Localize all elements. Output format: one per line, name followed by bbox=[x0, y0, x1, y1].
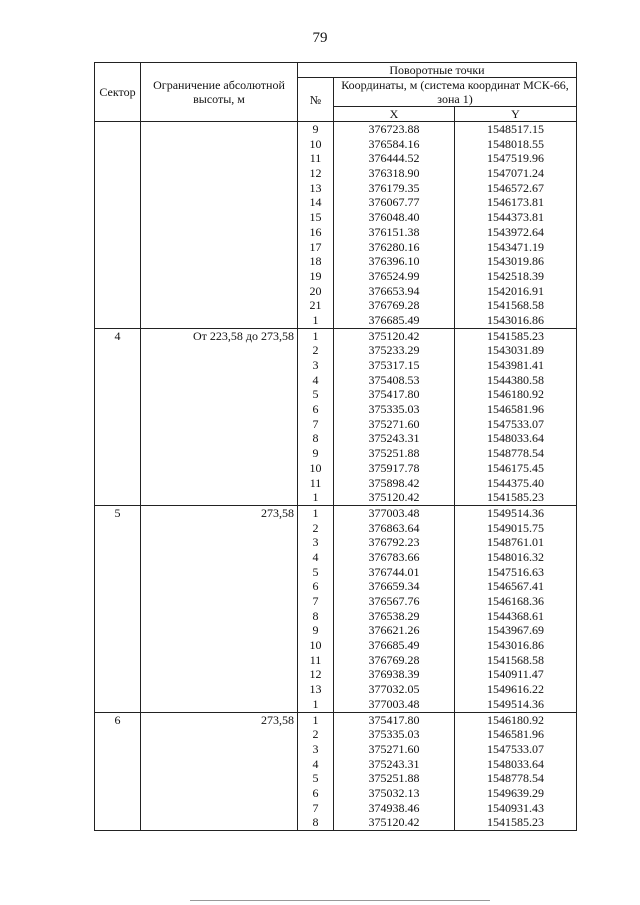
header-height-limit: Ограничение абсолютной высоты, м bbox=[141, 63, 298, 122]
point-number: 14 bbox=[309, 195, 322, 210]
header-coordinates: Координаты, м (система координат МСК-66, зона 1) bbox=[334, 78, 577, 107]
coordinate-y: 1547533.07 bbox=[487, 416, 544, 431]
point-number: 12 bbox=[309, 667, 322, 682]
coordinate-x: 376396.10 bbox=[368, 254, 420, 269]
point-number-column bbox=[298, 122, 334, 329]
coordinate-x: 375243.31 bbox=[368, 431, 420, 446]
coordinate-x: 377003.48 bbox=[368, 696, 420, 711]
sector-cell: 6 bbox=[95, 712, 141, 831]
point-number: 4 bbox=[312, 372, 319, 387]
coordinate-x: 376151.38 bbox=[368, 224, 420, 239]
coordinate-x: 376653.94 bbox=[368, 283, 420, 298]
coordinate-y: 1543967.69 bbox=[487, 623, 544, 638]
coordinate-y: 1548033.64 bbox=[487, 431, 544, 446]
coordinate-y: 1546567.41 bbox=[487, 579, 544, 594]
header-x: X bbox=[334, 107, 455, 122]
point-number: 21 bbox=[309, 298, 322, 313]
point-number: 16 bbox=[309, 224, 322, 239]
point-number: 11 bbox=[309, 475, 322, 490]
coordinate-x: 376538.29 bbox=[368, 608, 420, 623]
coordinate-x: 375335.03 bbox=[368, 402, 420, 417]
table-header bbox=[95, 63, 577, 122]
coordinate-x: 376524.99 bbox=[368, 268, 420, 283]
bottom-divider bbox=[190, 900, 490, 901]
coordinate-x: 375335.03 bbox=[368, 727, 420, 742]
coordinate-x: 376685.49 bbox=[368, 638, 420, 653]
point-number: 8 bbox=[312, 608, 319, 623]
point-number: 19 bbox=[309, 268, 322, 283]
point-number: 9 bbox=[312, 122, 319, 136]
coordinate-y-column bbox=[455, 328, 577, 505]
coordinates-table bbox=[94, 62, 577, 831]
point-number: 12 bbox=[309, 166, 322, 181]
coordinate-x: 375233.29 bbox=[368, 343, 420, 358]
coordinate-y-column bbox=[455, 505, 577, 712]
point-number: 18 bbox=[309, 254, 322, 269]
coordinate-x: 376444.52 bbox=[368, 151, 420, 166]
point-number: 7 bbox=[312, 594, 319, 608]
point-number: 5 bbox=[312, 387, 319, 402]
coordinate-x: 375120.42 bbox=[368, 328, 420, 343]
table-body bbox=[95, 122, 577, 831]
point-number: 13 bbox=[309, 682, 322, 697]
coordinate-y: 1548778.54 bbox=[487, 771, 544, 786]
coordinate-x: 376938.39 bbox=[368, 667, 420, 682]
point-number: 1 bbox=[312, 505, 319, 520]
height-limit-cell bbox=[141, 122, 298, 329]
point-number: 10 bbox=[309, 638, 322, 653]
coordinate-y: 1543016.86 bbox=[487, 638, 544, 653]
coordinate-y-column bbox=[455, 712, 577, 831]
coordinate-x: 376067.77 bbox=[368, 195, 420, 210]
coordinate-x: 375120.42 bbox=[368, 815, 420, 830]
coordinate-y: 1549514.36 bbox=[487, 696, 544, 711]
point-number-column bbox=[298, 712, 334, 831]
point-number: 3 bbox=[312, 358, 319, 372]
coordinate-y: 1544368.61 bbox=[487, 608, 544, 623]
coordinate-x: 376792.23 bbox=[368, 535, 420, 550]
coordinate-x: 376280.16 bbox=[368, 239, 420, 254]
coordinate-x: 377003.48 bbox=[368, 505, 420, 520]
coordinate-y: 1543471.19 bbox=[487, 239, 544, 254]
coordinate-x: 376659.34 bbox=[368, 579, 420, 594]
coordinate-y: 1548018.55 bbox=[487, 136, 544, 151]
coordinate-y: 1541585.23 bbox=[487, 490, 544, 505]
coordinate-x: 376179.35 bbox=[368, 180, 420, 195]
coordinate-x: 375120.42 bbox=[368, 490, 420, 505]
coordinate-x: 376783.66 bbox=[368, 549, 420, 564]
coordinate-y: 1544373.81 bbox=[487, 210, 544, 225]
point-number: 10 bbox=[309, 136, 322, 151]
coordinate-y: 1546180.92 bbox=[487, 387, 544, 402]
point-number: 9 bbox=[312, 623, 319, 638]
coordinate-x: 376769.28 bbox=[368, 652, 420, 667]
coordinate-x-column bbox=[334, 122, 455, 329]
coordinate-x: 375271.60 bbox=[368, 416, 420, 431]
coordinate-y: 1543981.41 bbox=[487, 358, 544, 372]
point-number: 5 bbox=[312, 771, 319, 786]
point-number: 20 bbox=[309, 283, 322, 298]
point-number: 8 bbox=[312, 815, 319, 830]
coordinate-y: 1540931.43 bbox=[487, 800, 544, 815]
coordinate-y: 1542518.39 bbox=[487, 268, 544, 283]
coordinate-x: 375317.15 bbox=[368, 358, 420, 372]
point-number: 1 bbox=[312, 328, 319, 343]
coordinate-x: 376769.28 bbox=[368, 298, 420, 313]
coordinate-y: 1546173.81 bbox=[487, 195, 544, 210]
coordinate-y: 1549616.22 bbox=[487, 682, 544, 697]
coordinate-y: 1546180.92 bbox=[487, 712, 544, 727]
coordinate-x: 375408.53 bbox=[368, 372, 420, 387]
coordinate-y: 1546175.45 bbox=[487, 460, 544, 475]
point-number: 6 bbox=[312, 579, 319, 594]
point-number: 7 bbox=[312, 416, 319, 431]
coordinate-x: 376744.01 bbox=[368, 564, 420, 579]
coordinate-y: 1546168.36 bbox=[487, 594, 544, 608]
coordinate-y: 1546572.67 bbox=[487, 180, 544, 195]
coordinate-x: 376584.16 bbox=[368, 136, 420, 151]
coordinate-x: 376048.40 bbox=[368, 210, 420, 225]
coordinate-y: 1548778.54 bbox=[487, 446, 544, 461]
coordinate-y: 1540911.47 bbox=[487, 667, 544, 682]
coordinate-y: 1543016.86 bbox=[487, 312, 544, 327]
coordinate-x: 377032.05 bbox=[368, 682, 420, 697]
point-number: 7 bbox=[312, 800, 319, 815]
coordinate-x: 375898.42 bbox=[368, 475, 420, 490]
sector-cell bbox=[95, 122, 141, 329]
coordinate-y: 1548033.64 bbox=[487, 756, 544, 771]
point-number-column bbox=[298, 328, 334, 505]
point-number: 2 bbox=[312, 343, 319, 358]
coordinate-y: 1542016.91 bbox=[487, 283, 544, 298]
point-number: 9 bbox=[312, 446, 319, 461]
height-limit-cell: 273,58 bbox=[141, 712, 298, 831]
coordinate-x: 375251.88 bbox=[368, 446, 420, 461]
coordinate-x: 376863.64 bbox=[368, 520, 420, 535]
point-number: 3 bbox=[312, 741, 319, 756]
point-number: 1 bbox=[312, 490, 319, 505]
coordinate-x: 375271.60 bbox=[368, 741, 420, 756]
coordinate-x: 376685.49 bbox=[368, 312, 420, 327]
coordinate-x: 376567.76 bbox=[368, 594, 420, 608]
point-number: 1 bbox=[312, 712, 319, 727]
point-number: 17 bbox=[309, 239, 322, 254]
coordinate-y: 1547519.96 bbox=[487, 151, 544, 166]
coordinate-y: 1547516.63 bbox=[487, 564, 544, 579]
page-number: 79 bbox=[312, 30, 328, 46]
point-number: 2 bbox=[312, 520, 319, 535]
coordinate-x: 376621.26 bbox=[368, 623, 420, 638]
coordinate-x: 376723.88 bbox=[368, 122, 420, 136]
coordinate-y: 1543031.89 bbox=[487, 343, 544, 358]
coordinate-x: 376318.90 bbox=[368, 166, 420, 181]
coordinate-y: 1548016.32 bbox=[487, 549, 544, 564]
coordinate-x: 375417.80 bbox=[368, 712, 420, 727]
point-number: 3 bbox=[312, 535, 319, 550]
point-number: 11 bbox=[309, 151, 322, 166]
coordinate-y: 1546581.96 bbox=[487, 402, 544, 417]
coordinate-y: 1544375.40 bbox=[487, 475, 544, 490]
coordinate-x: 375251.88 bbox=[368, 771, 420, 786]
height-limit-cell: От 223,58 до 273,58 bbox=[141, 328, 298, 505]
height-limit-cell: 273,58 bbox=[141, 505, 298, 712]
coordinate-y-column bbox=[455, 122, 577, 329]
header-turning-points: Поворотные точки bbox=[298, 63, 577, 78]
point-number: 4 bbox=[312, 549, 319, 564]
point-number: 15 bbox=[309, 210, 322, 225]
coordinate-x: 375243.31 bbox=[368, 756, 420, 771]
sector-group-row bbox=[95, 122, 577, 329]
header-y: Y bbox=[455, 107, 577, 122]
coordinate-y: 1547533.07 bbox=[487, 741, 544, 756]
point-number: 5 bbox=[312, 564, 319, 579]
coordinate-y: 1541585.23 bbox=[487, 328, 544, 343]
coordinate-x-column bbox=[334, 505, 455, 712]
point-number: 13 bbox=[309, 180, 322, 195]
sector-cell: 4 bbox=[95, 328, 141, 505]
point-number: 11 bbox=[309, 652, 322, 667]
coordinate-x: 375032.13 bbox=[368, 785, 420, 800]
sector-group-row bbox=[95, 328, 577, 505]
coordinate-x: 374938.46 bbox=[368, 800, 420, 815]
sector-group-row bbox=[95, 712, 577, 831]
coordinate-x-column bbox=[334, 328, 455, 505]
point-number-column bbox=[298, 505, 334, 712]
header-number: № bbox=[298, 78, 334, 122]
coordinate-y: 1543972.64 bbox=[487, 224, 544, 239]
coordinate-y: 1541568.58 bbox=[487, 298, 544, 313]
point-number: 8 bbox=[312, 431, 319, 446]
coordinate-y: 1543019.86 bbox=[487, 254, 544, 269]
coordinate-y: 1548517.15 bbox=[487, 122, 544, 136]
sector-group-row bbox=[95, 505, 577, 712]
coordinate-x: 375417.80 bbox=[368, 387, 420, 402]
sector-cell: 5 bbox=[95, 505, 141, 712]
coordinate-y: 1541585.23 bbox=[487, 815, 544, 830]
coordinate-y: 1549514.36 bbox=[487, 505, 544, 520]
point-number: 6 bbox=[312, 785, 319, 800]
header-sector: Сектор bbox=[95, 63, 141, 122]
coordinate-x-column bbox=[334, 712, 455, 831]
coordinate-y: 1549639.29 bbox=[487, 785, 544, 800]
point-number: 10 bbox=[309, 460, 322, 475]
coordinate-y: 1546581.96 bbox=[487, 727, 544, 742]
point-number: 6 bbox=[312, 402, 319, 417]
point-number: 1 bbox=[312, 312, 319, 327]
point-number: 1 bbox=[312, 696, 319, 711]
coordinate-y: 1544380.58 bbox=[487, 372, 544, 387]
coordinate-y: 1547071.24 bbox=[487, 166, 544, 181]
coordinate-x: 375917.78 bbox=[368, 460, 420, 475]
coordinate-y: 1549015.75 bbox=[487, 520, 544, 535]
point-number: 4 bbox=[312, 756, 319, 771]
coordinate-y: 1541568.58 bbox=[487, 652, 544, 667]
point-number: 2 bbox=[312, 727, 319, 742]
coordinate-y: 1548761.01 bbox=[487, 535, 544, 550]
